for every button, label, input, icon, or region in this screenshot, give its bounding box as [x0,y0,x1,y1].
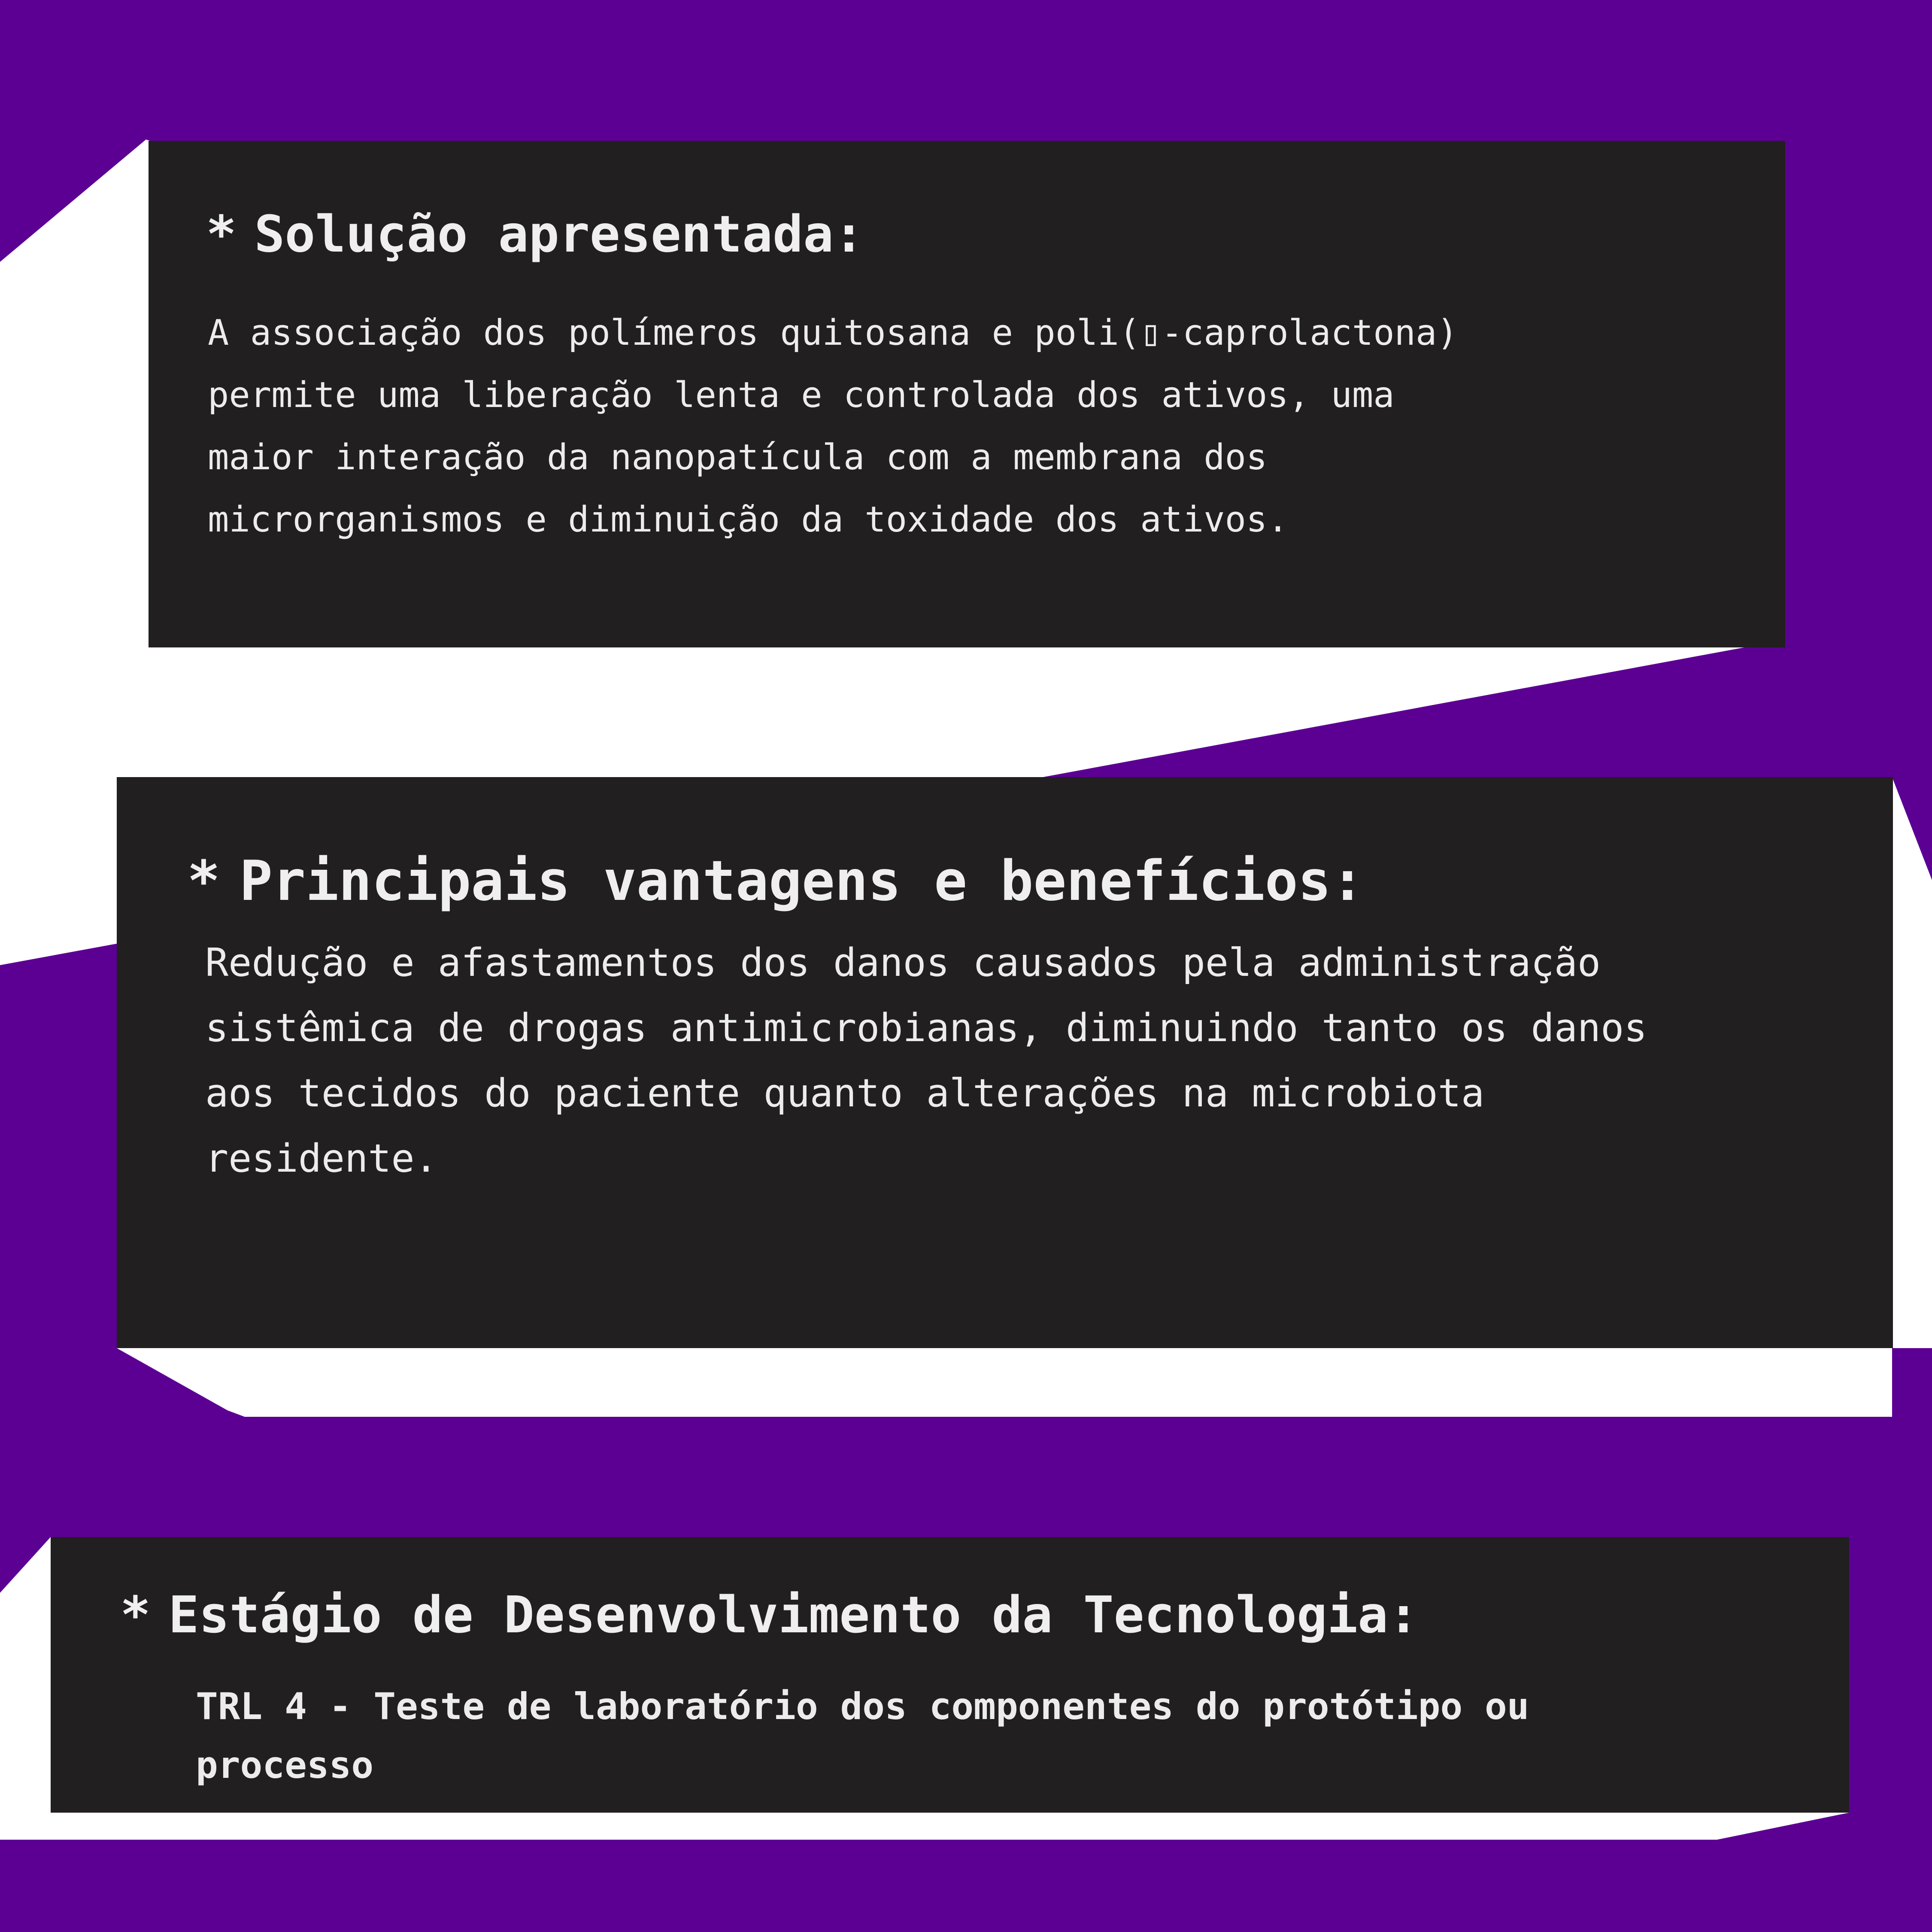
asterisk-bullet-icon: * [187,849,221,913]
development-stage-description: TRL 4 - Teste de laboratório dos componentes do protótipo ou processo [196,1685,1529,1787]
development-stage-heading [120,1585,1419,1644]
advantages-heading [187,849,1364,913]
solution-panel [149,141,1785,647]
advantages-panel [117,777,1893,1348]
white-shape-right [1892,777,1932,1348]
solution-description: A associação dos polímeros quitosana e poli(▯-caprolactona) permite uma liberação lenta e controlada dos ativos, uma maior interação da nanopatícula com a membrana dos microrganismos e diminuição da toxidade dos ativos. [208,313,1458,540]
solution-heading [206,204,864,264]
solution-heading-text: Solução apresentada: [254,204,864,264]
advantages-description: Redução e afastamentos dos danos causados pela administração sistêmica de drogas antimicrobianas, diminuindo tanto os danos aos tecidos do paciente quanto alterações na microbiota residente. [205,940,1647,1181]
development-stage-panel [51,1537,1849,1813]
asterisk-bullet-icon: * [120,1585,151,1644]
advantages-heading-text: Principais vantagens e benefícios: [239,849,1364,913]
asterisk-bullet-icon: * [206,204,237,264]
white-shape-lower-band [117,1348,1892,1417]
development-stage-heading-text: Estágio de Desenvolvimento da Tecnologia: [168,1585,1419,1644]
